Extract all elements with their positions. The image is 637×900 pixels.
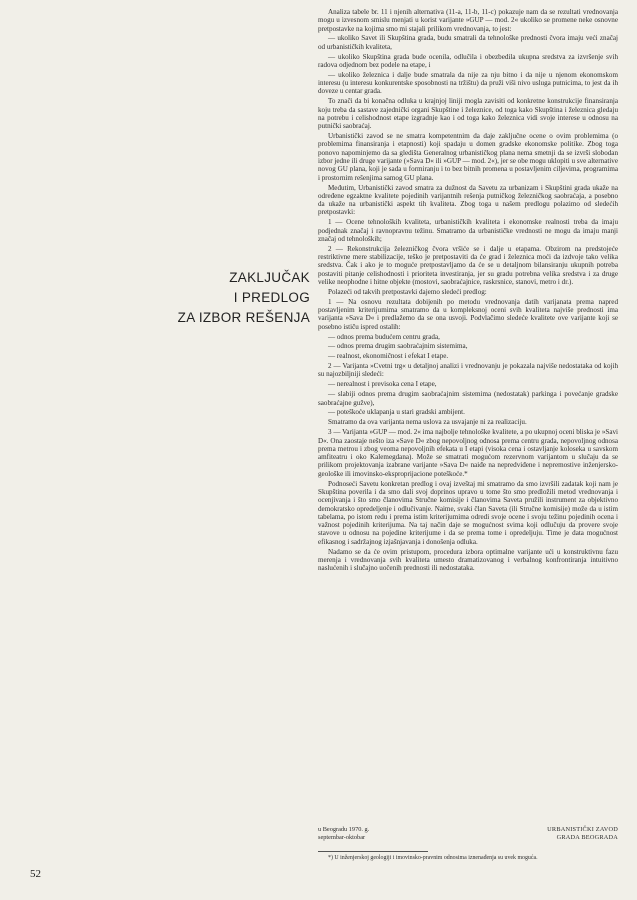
body-paragraph: 2 — Rekonstrukcija železničkog čvora vršiće se i dalje u etapama. Obzirom na predstojeće restriktivne mere stabilizacije, teško je pretpostaviti da će grad i železnica moći da izdvoje tako velika sredstva. Čak i ako je to moguće pretpostavljamo da će se u detaljnom bilansiranju ukupnih potreba postaviti pitanje celishodnosti i prioriteta investiranja, jer su gradu potrebna velika sredstva i za druge velike neophodne i hitne objekte (mostovi, saobraćajnice, raskrsnice, stanovi, metro i dr.). [318,244,618,286]
body-paragraph: — odnos prema drugim saobraćajnim sistemima, [328,342,468,351]
place-date-line: u Beogradu 1970. g. [318,826,370,833]
section-heading-line: ZA IZBOR REŠENJA [177,310,310,325]
footnote: *) U inženjerskoj geologiji i imovinsko-pravnim odnosima iznenađenja su uvek moguća. [328,855,538,861]
body-paragraph: Urbanistički zavod se ne smatra kompetentnim da daje zaključne ocene o ovim problemima (o problemima finansiranja i etapnosti) koji spadaju u domen gradske ekonomske politike. Zbog toga ponovo napominjemo da sa gledišta Generalnog urbanističkog plana nema smetnji da se izvrši slobodan izbor jedne ili druge varijante (»Sava D« ili »GUP — mod. 2«), jer se obe mogu uklopiti u sve alternative novog GU plana, koji je sada u formiranju i to bez bitnih promena u postavljenim ciljevima, programima i prostornim rešenjima samog GU plana. [318,132,618,182]
body-paragraph: 1 — Ocene tehnoloških kvaliteta, urbanističkih kvaliteta i ekonomske realnosti treba da imaju podjednak značaj i ravnopravnu težinu. Smatramo da urbanističke vrednosti ne mogu da imaju manji značaj od tehnoloških; [318,218,618,243]
body-paragraph: Analiza tabele br. 11 i njenih alternativa (11-a, 11-b, 11-c) pokazuje nam da se rezultati vrednovanja mogu u izvesnom smislu menjati u korist varijante »GUP — mod. 2« ukoliko se promene neke osnovne pretpostavke na kojima smo mi stajali prilikom vrednovanja, to jest: [318,8,618,33]
body-paragraph: — slabiji odnos prema drugim saobraćajnim sistemima (nedostatak) parkinga i povećanje gradske saobraćajne gužve), [318,390,618,407]
body-paragraph: 1 — Na osnovu rezultata dobijenih po metodu vrednovanja datih varijanata prema napred postavljenim kriterijumima smatramo da u kompleksnoj oceni svih kvaliteta najviše prednosti ima varijanta »Sava D« i predlažemo da se ona usvoji. Podvlačimo sledeće kvalitete ove varijante koji se posebno ističu ispred ostalih: [318,297,618,331]
body-paragraph: Polazeći od takvih pretpostavki dajemo sledeći predlog: [328,287,487,296]
organization-line: URBANISTIČKI ZAVOD [547,826,618,833]
section-heading-line: ZAKLJUČAK [229,270,310,285]
page-number: 52 [30,868,41,880]
footnote-divider [318,851,428,852]
body-paragraph: — ukoliko Savet ili Skupština grada, budu smatrali da tehnološke prednosti čvora imaju veći značaj od urbanističkih kvaliteta, [318,34,618,51]
section-heading-line: I PREDLOG [233,290,310,305]
body-paragraph: 2 — Varijanta »Cvetni trg« u detaljnoj analizi i vrednovanju je pokazala najviše nedostataka od kojih su najozbiljniji sledeći: [318,362,618,379]
issuing-organization [478,826,618,841]
body-paragraph: — realnost, ekonomičnost i efekat I etape. [328,352,449,361]
body-text-column [318,8,618,574]
body-paragraph: Nadamo se da će ovim pristupom, procedura izbora optimalne varijante ući u konstruktivnu fazu merenja i vrednovanja svih kvaliteta umesto dramatizovanog i verbalnog konfrontiranja intuitivno naslućenih i slučajno uočenih prednosti ili nedostataka. [318,547,618,573]
body-paragraph: — ukoliko železnica i dalje bude smatrala da nije za nju bitno i da nije u njenom ekonomskom interesu (u interesu konkurentske sposobnosti na tržištu) da pruži viši nivo usluga putnicima, to jest da ih doveze u centar grada. [318,70,618,96]
body-paragraph: Smatramo da ova varijanta nema uslova za usvajanje ni za realizaciju. [328,418,527,427]
body-paragraph: — ukoliko Skupština grada bude ocenila, odlučila i obezbedila ukupna sredstva za izvršenje svih radova odjednom bez podele na etape, i [318,52,618,69]
body-paragraph: — odnos prema budućem centru grada, [328,332,440,341]
body-paragraph: Međutim, Urbanistički zavod smatra za dužnost da Savetu za urbanizam i Skupštini grada ukaže na određene egzaktne kvalitete pojedinih varijantnih rešenja putničkog železničkog saobraćaja, a posebno da ukaže na urbanistički aspekt tih kvaliteta. Zbog toga u našem predlogu polazimo od sledećih pretpostavki: [318,183,618,217]
section-heading [150,268,310,328]
body-paragraph: — nerealnost i previsoka cena I etape, [328,380,437,389]
body-paragraph: 3 — Varijanta »GUP — mod. 2« ima najbolje tehnološke kvalitete, a po ukupnoj oceni bliska je »Savi D«. Ona zaostaje nešto iza »Save D« zbog nepovoljnog odnosa prema centru grada, nepovoljnog odnosa prema metrou i zbog veoma nepovoljnih efekata u I etapi (visoka cena i ostavljanje koloseka u savskom amfiteatru i oko Kalemegdana). Može se smatrati mogućom rezervnom varijantom u slučaju da se prilikom projektovanja izabrane varijante »Sava D« naiđe na nepredviđene i nepremostive inženjersko-geološke ili imovinsko-eksproprijacione poteškoće.* [318,428,618,478]
place-and-date [318,826,438,841]
body-paragraph: Podnoseći Savetu konkretan predlog i ovaj izveštaj mi smatramo da smo izvršili zadatak koji nam je Skupština poverila i da smo dali svoj doprinos upravo u tome što smo predložili metod vrednovanja i ocenjivanja i što smo članovima Stručne komisije i članovima Saveta pružili instrument za objektivno demokratsko opredeljenje i odlučivanje. Naime, svaki član Saveta (ili Stručne komisije) može da u istim tabelama, po istom redu i prema istim kriterijumima odredi svoje ocene i svoju težinu pojedinih ocena i važnost pojedinih kriterijuma. Na taj način daje se mogućnost svima koji odlučuju da provere svoje stavove u odnosu na pojedine kriterijume i da se prema tome i opredeljuju. Time je data mogućnost efikasnog i sadržajnog izjašnjavanja i donošenja odluka. [318,479,618,546]
body-paragraph: — poteškoće uklapanja u stari gradski ambijent. [328,408,465,417]
place-date-line: septembar-oktobar [318,833,366,841]
body-paragraph: To znači da bi konačna odluka u krajnjoj liniji mogla zavisiti od konkretne konstrukcije finansiranja koju treba da sastave zajednički organi Skupštine i železnice, od toga kako Skupština i železnica gledaju na potrebu i celishodnost etape izgradnje kao i od toga kako železnica vidi svoje interese u odnosu na putnički saobraćaj. [318,97,618,131]
organization-line: GRADA BEOGRADA [556,833,618,841]
